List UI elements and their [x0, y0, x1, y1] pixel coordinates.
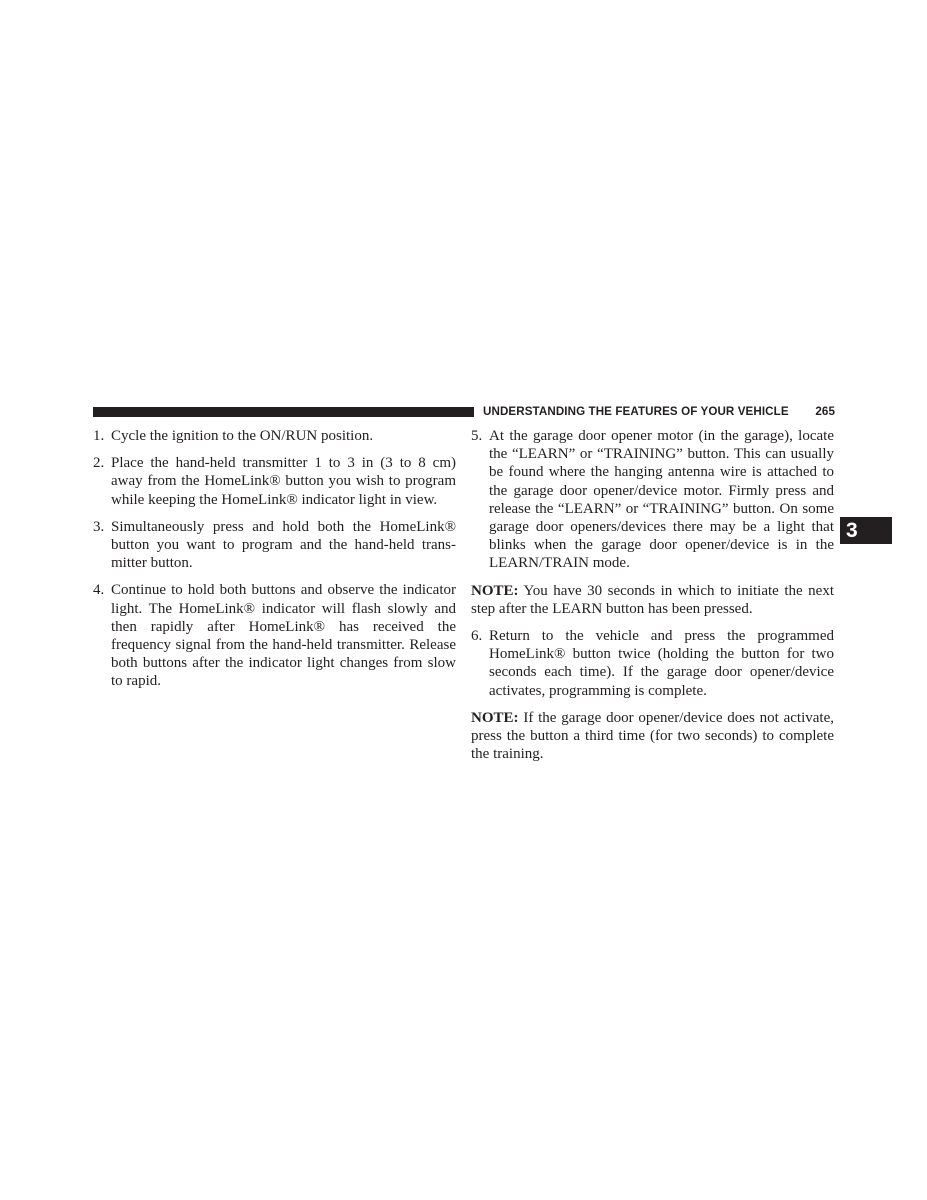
item-number: 3. [93, 518, 105, 535]
running-head-title: UNDERSTANDING THE FEATURES OF YOUR VEHICLE [483, 405, 789, 418]
note-label: NOTE: [471, 709, 519, 726]
item-text: Continue to hold both buttons and observe the indicator light. The HomeLink® indicator will flash slowly and then rapidly after HomeLink® has received the frequency signal from the hand-held transmitter. Release both buttons after the indicator light changes from slow to rapid. [111, 582, 456, 690]
item-text: Simultaneously press and hold both the HomeLink® button you want to program and the hand-held transmitter button. [111, 518, 456, 572]
item-text: At the garage door opener motor (in the garage), locate the “LEARN” or “TRAINING” button. This can usually be found where the hanging antenna wire is attached to the garage door opener/device motor. Firmly press and release the “LEARN” or “TRAINING” button. On some garage door openers/devices there may be a light that blinks when the garage door opener/device is in the LEARN/TRAIN mode. [489, 428, 834, 572]
left-column [93, 427, 456, 700]
note-paragraph [471, 582, 834, 618]
list-item [93, 427, 456, 445]
list-item [93, 581, 456, 690]
item-number: 4. [93, 582, 105, 599]
note-text: If the garage door opener/device does not activate, press the button a third time (for two seconds) to complete the training. [471, 709, 834, 763]
header-rule [93, 407, 474, 417]
item-text: Return to the vehicle and press the programmed HomeLink® button twice (holding the button for two seconds each time). If the garage door opener/device activates, programming is complete. [489, 628, 834, 699]
chapter-tab [840, 517, 892, 544]
item-number: 6. [471, 628, 483, 645]
note-text: You have 30 seconds in which to initiate the next step after the LEARN button has been pressed. [471, 582, 834, 617]
note-label: NOTE: [471, 582, 519, 599]
running-head [483, 405, 835, 419]
list-item [93, 454, 456, 509]
item-text: Place the hand-held transmitter 1 to 3 in (3 to 8 cm) away from the HomeLink® button you wish to program while keeping the HomeLink® indicator light in view. [111, 455, 456, 508]
item-number: 2. [93, 455, 105, 472]
note-paragraph [471, 709, 834, 764]
page-number: 265 [815, 405, 835, 418]
item-number: 1. [93, 428, 105, 444]
right-column [471, 427, 834, 772]
list-item [93, 518, 456, 573]
list-item [471, 427, 834, 573]
chapter-number: 3 [846, 519, 858, 542]
item-text: Cycle the ignition to the ON/RUN position. [111, 428, 374, 444]
list-item [471, 627, 834, 700]
item-number: 5. [471, 428, 483, 444]
